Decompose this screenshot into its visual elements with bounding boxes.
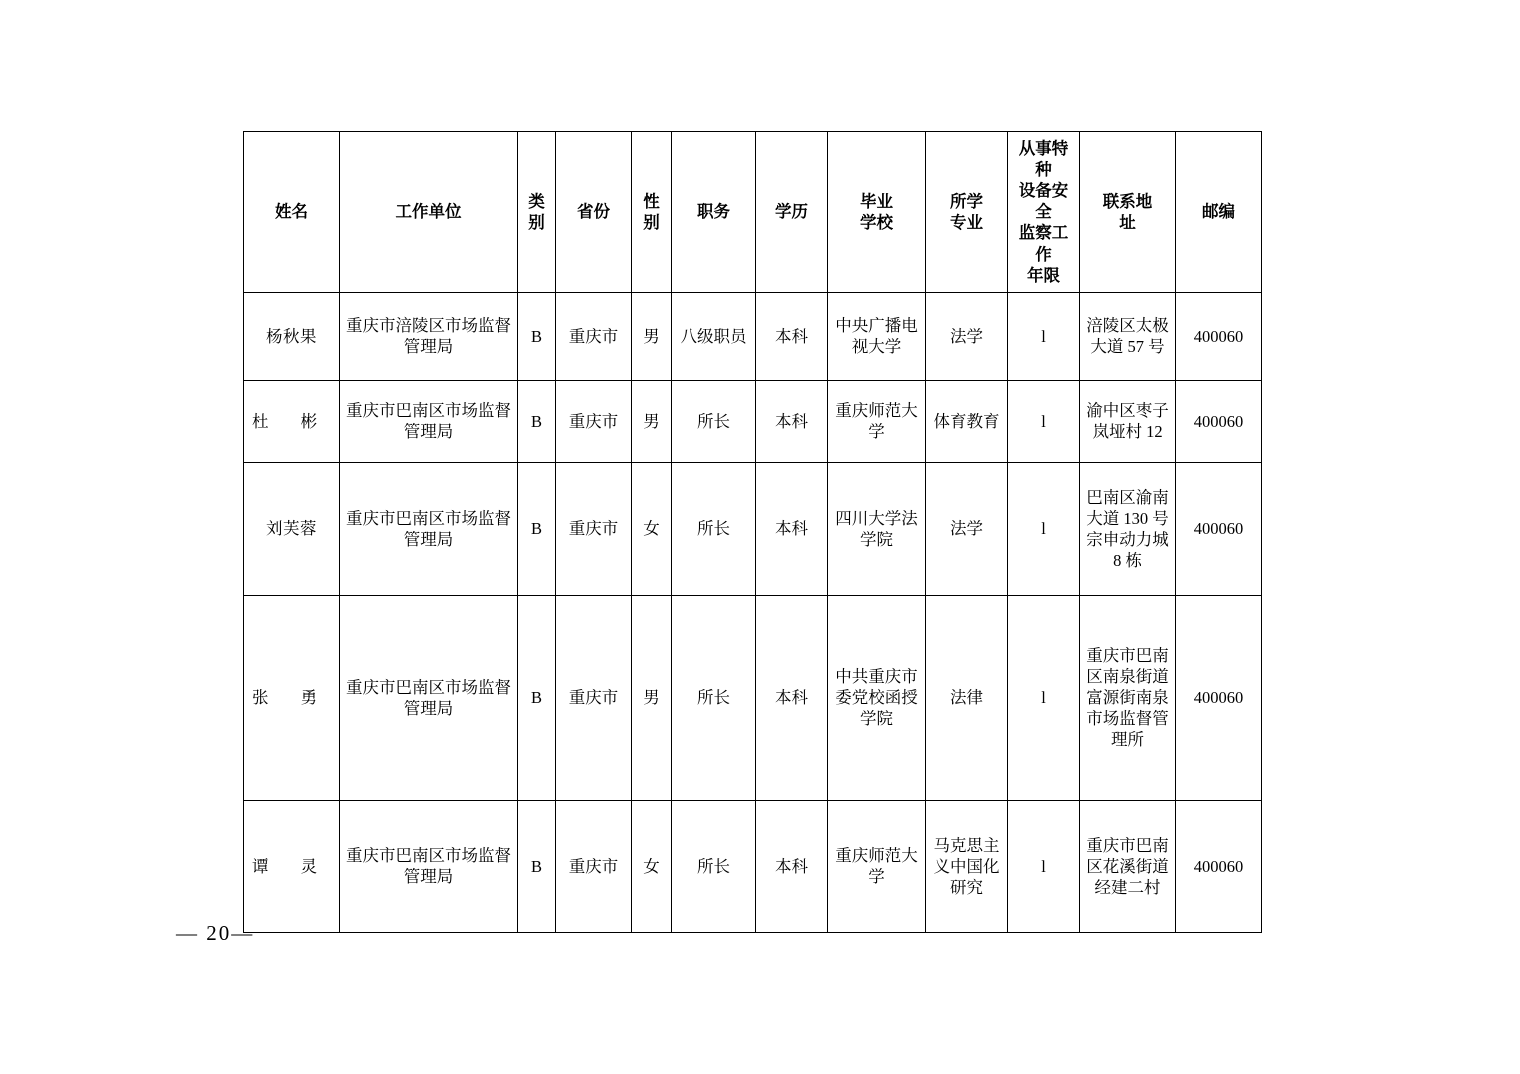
cell-major: 体育教育 [926,380,1008,462]
table-header-row [244,132,1262,293]
cell-education: 本科 [756,292,828,380]
cell-name: 张 勇 [244,595,340,800]
page-number: — 20— [176,921,255,945]
table-row [244,595,1262,800]
cell-zip: 400060 [1176,800,1262,932]
table-row [244,380,1262,462]
cell-unit: 重庆市巴南区市场监督管理局 [340,800,518,932]
header-major-line-2: 专业 [950,212,983,232]
header-years-line-4: 年限 [1027,265,1060,285]
cell-years: l [1008,292,1080,380]
cell-education: 本科 [756,595,828,800]
cell-category: B [518,595,556,800]
table-row [244,462,1262,595]
header-address-line-2: 址 [1119,212,1136,232]
cell-years: l [1008,800,1080,932]
cell-name: 刘芙蓉 [244,462,340,595]
header-address [1080,132,1176,293]
header-category-line-1: 类 [528,191,545,211]
cell-category: B [518,462,556,595]
cell-education: 本科 [756,462,828,595]
cell-province: 重庆市 [556,800,632,932]
cell-school: 四川大学法学院 [828,462,926,595]
header-gender [632,132,672,293]
header-post: 职务 [672,132,756,293]
cell-category: B [518,292,556,380]
cell-post: 所长 [672,380,756,462]
cell-years: l [1008,380,1080,462]
cell-name: 谭 灵 [244,800,340,932]
header-zip: 邮编 [1176,132,1262,293]
cell-address: 涪陵区太极大道 57 号 [1080,292,1176,380]
header-name: 姓名 [244,132,340,293]
header-address-line-1: 联系地 [1102,191,1153,211]
cell-unit: 重庆市巴南区市场监督管理局 [340,595,518,800]
cell-years: l [1008,462,1080,595]
header-province: 省份 [556,132,632,293]
cell-gender: 男 [632,380,672,462]
cell-post: 所长 [672,462,756,595]
header-school [828,132,926,293]
header-years [1008,132,1080,293]
cell-gender: 女 [632,800,672,932]
cell-school: 中共重庆市委党校函授学院 [828,595,926,800]
cell-address: 渝中区枣子岚垭村 12 [1080,380,1176,462]
cell-address: 重庆市巴南区花溪街道经建二村 [1080,800,1176,932]
cell-zip: 400060 [1176,462,1262,595]
table-row [244,800,1262,932]
cell-gender: 男 [632,595,672,800]
cell-major: 法律 [926,595,1008,800]
header-school-line-1: 毕业 [860,191,893,211]
table-row [244,292,1262,380]
header-years-line-1: 从事特种 [1018,139,1069,180]
cell-post: 八级职员 [672,292,756,380]
cell-post: 所长 [672,595,756,800]
header-category-line-2: 别 [528,212,545,232]
cell-unit: 重庆市巴南区市场监督管理局 [340,380,518,462]
cell-zip: 400060 [1176,292,1262,380]
cell-school: 重庆师范大学 [828,380,926,462]
header-category [518,132,556,293]
header-gender-line-1: 性 [643,191,660,211]
header-major-line-1: 所学 [950,191,983,211]
cell-province: 重庆市 [556,292,632,380]
cell-zip: 400060 [1176,380,1262,462]
cell-post: 所长 [672,800,756,932]
header-years-line-2: 设备安全 [1018,181,1069,222]
cell-major: 马克思主义中国化研究 [926,800,1008,932]
cell-address: 巴南区渝南大道 130 号宗申动力城 8 栋 [1080,462,1176,595]
cell-school: 重庆师范大学 [828,800,926,932]
cell-zip: 400060 [1176,595,1262,800]
cell-major: 法学 [926,292,1008,380]
cell-name: 杜 彬 [244,380,340,462]
cell-category: B [518,800,556,932]
personnel-table [243,131,1262,933]
header-unit: 工作单位 [340,132,518,293]
cell-unit: 重庆市巴南区市场监督管理局 [340,462,518,595]
cell-years: l [1008,595,1080,800]
cell-gender: 女 [632,462,672,595]
cell-unit: 重庆市涪陵区市场监督管理局 [340,292,518,380]
cell-category: B [518,380,556,462]
cell-address: 重庆市巴南区南泉街道富源街南泉市场监督管理所 [1080,595,1176,800]
header-school-line-2: 学校 [860,212,893,232]
cell-school: 中央广播电视大学 [828,292,926,380]
header-gender-line-2: 别 [643,212,660,232]
header-major [926,132,1008,293]
cell-education: 本科 [756,800,828,932]
cell-province: 重庆市 [556,380,632,462]
cell-major: 法学 [926,462,1008,595]
header-years-line-3: 监察工作 [1018,223,1069,264]
cell-province: 重庆市 [556,462,632,595]
cell-gender: 男 [632,292,672,380]
cell-province: 重庆市 [556,595,632,800]
cell-name: 杨秋果 [244,292,340,380]
header-education: 学历 [756,132,828,293]
cell-education: 本科 [756,380,828,462]
